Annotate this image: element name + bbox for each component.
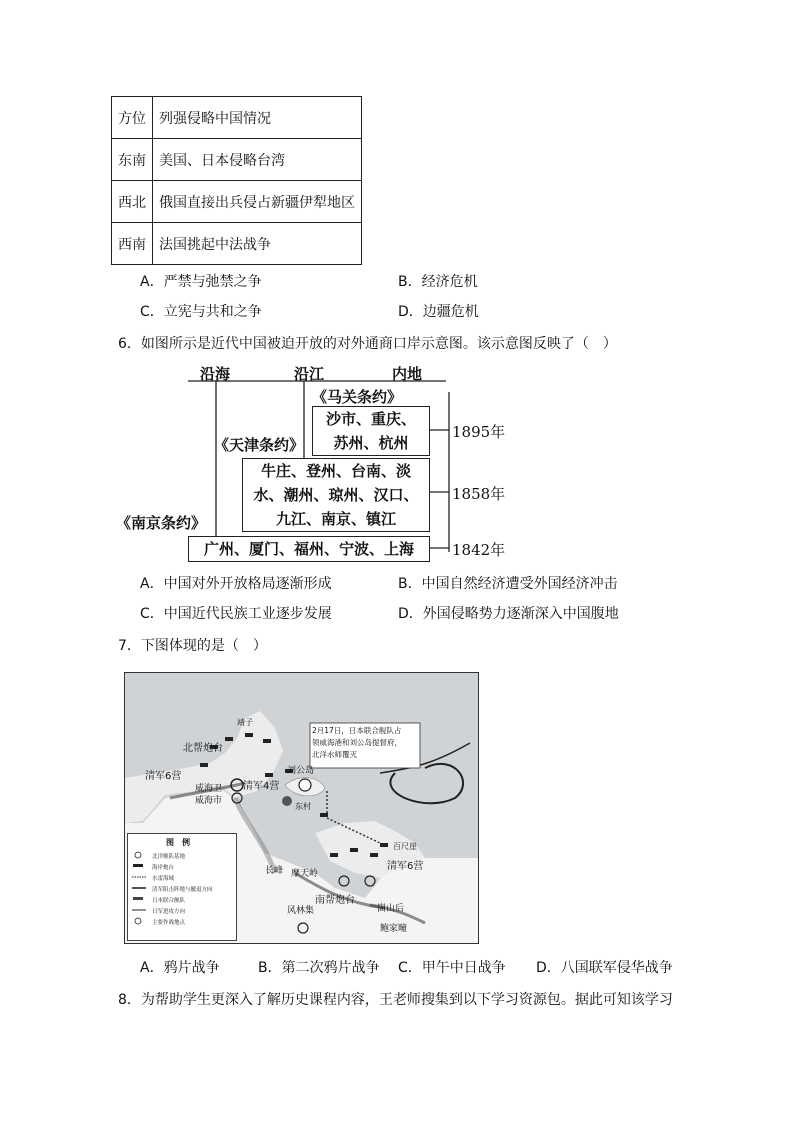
option-b[interactable]: B．中国自然经济遭受外国经济冲击: [398, 576, 618, 592]
table-header-row: [112, 97, 362, 139]
table-cell: 方位: [112, 97, 153, 139]
treaty-nanjing: 《南京条约》: [116, 514, 207, 532]
option-a[interactable]: A．鸦片战争: [140, 960, 220, 976]
option-a[interactable]: A．严禁与弛禁之争: [140, 274, 262, 290]
legend-item: 日军进攻方向: [152, 909, 186, 915]
place-qing4: 清军4营: [243, 781, 280, 792]
header-coastal: 沿海: [200, 365, 231, 383]
legend-item: 主要作战地点: [152, 920, 186, 926]
note-line: 2月17日，日本联合舰队占: [312, 726, 402, 735]
place-fenglinji: 风林集: [287, 906, 315, 916]
year-label: 1842年: [452, 541, 506, 559]
treaty-maguan: 《马关条约》: [312, 388, 403, 406]
map-note: [312, 725, 402, 761]
treaty-tianjin: 《天津条约》: [214, 436, 305, 454]
table-cell: 西北: [112, 181, 153, 223]
table-cell: 西南: [112, 223, 153, 265]
place-changfeng: 长峰: [265, 866, 284, 876]
ports-line: 苏州、杭州: [333, 434, 409, 452]
option-b[interactable]: B．经济危机: [398, 274, 478, 290]
note-line: 北洋水师覆灭: [312, 750, 357, 759]
legend-item: 海岸炮台: [152, 865, 175, 871]
note-line: 领威海港和刘公岛提督府，: [312, 738, 402, 747]
table-cell: 俄国直接出兵侵占新疆伊犁地区: [153, 181, 362, 223]
option-d[interactable]: D．边疆危机: [398, 304, 479, 320]
map-legend: [127, 833, 237, 941]
place-liugong: 刘公岛: [287, 766, 315, 776]
table-row: [112, 223, 362, 265]
place-motianling: 摩天岭: [291, 869, 319, 879]
option-c[interactable]: C．立宪与共和之争: [140, 304, 262, 320]
table-row: [112, 139, 362, 181]
question-7-stem: 7．下图体现的是（ ）: [118, 638, 267, 654]
place-weihaishi: 威海市: [195, 796, 223, 806]
ports-box-1842: 广州、厦门、福州、宁波、上海: [188, 536, 430, 562]
place-weihaiwei: 威海卫: [195, 784, 223, 794]
table-cell: 美国、日本侵略台湾: [153, 139, 362, 181]
table-cell: 列强侵略中国情况: [153, 97, 362, 139]
header-river: 沿江: [294, 365, 325, 383]
legend-title: 图 例: [166, 838, 190, 847]
question-6-stem: 6．如图所示是近代中国被迫开放的对外通商口岸示意图。该示意图反映了（ ）: [118, 336, 617, 352]
ports-line: 九江、南京、镇江: [275, 510, 396, 528]
table-row: [112, 181, 362, 223]
legend-item: 北洋舰队基地: [152, 854, 186, 860]
place-beibang: 北帮炮台: [183, 743, 223, 754]
place-zhoushanhou: 崮山后: [377, 904, 405, 914]
question-8-stem: 8．为帮助学生更深入了解历史课程内容，王老师搜集到以下学习资源包。据此可知该学习: [118, 992, 673, 1008]
table-cell: 东南: [112, 139, 153, 181]
place-nanbang: 南帮炮台: [315, 895, 355, 906]
ports-line: 牛庄、登州、台南、淡: [260, 462, 411, 480]
legend-item: 水雷海域: [152, 876, 175, 882]
ports-box-1895: [312, 406, 430, 456]
ports-line: 沙市、重庆、: [325, 410, 416, 428]
year-label: 1858年: [452, 485, 506, 503]
place-baojiatan: 鲍家疃: [380, 924, 408, 934]
legend-item: 清军阻击阵地与撤退方向: [152, 887, 213, 893]
ports-line: 水、潮州、琼州、汉口、: [253, 486, 419, 504]
place-jingzi: 靖子: [237, 718, 253, 727]
aggression-table: [111, 96, 362, 265]
place-dongcun: 东村: [295, 802, 311, 811]
place-qing6-left: 清军6营: [145, 771, 182, 782]
option-d[interactable]: D．八国联军侵华战争: [536, 960, 673, 976]
legend-item: 日本联合舰队: [152, 898, 186, 904]
treaty-ports-diagram: [116, 362, 516, 562]
year-label: 1895年: [452, 423, 506, 441]
legend-symbols: [130, 850, 152, 944]
option-c[interactable]: C．甲午中日战争: [398, 960, 506, 976]
table-cell: 法国挑起中法战争: [153, 223, 362, 265]
ports-box-1858: [242, 458, 430, 532]
header-inland: 内地: [392, 365, 423, 383]
place-baichiya: 百尺崖: [393, 842, 417, 851]
weihaiwei-battle-map: [124, 672, 479, 944]
option-b[interactable]: B．第二次鸦片战争: [258, 960, 380, 976]
place-qing6-right: 清军6营: [387, 861, 424, 872]
option-a[interactable]: A．中国对外开放格局逐渐形成: [140, 576, 332, 592]
option-d[interactable]: D．外国侵略势力逐渐深入中国腹地: [398, 606, 619, 622]
option-c[interactable]: C．中国近代民族工业逐步发展: [140, 606, 332, 622]
